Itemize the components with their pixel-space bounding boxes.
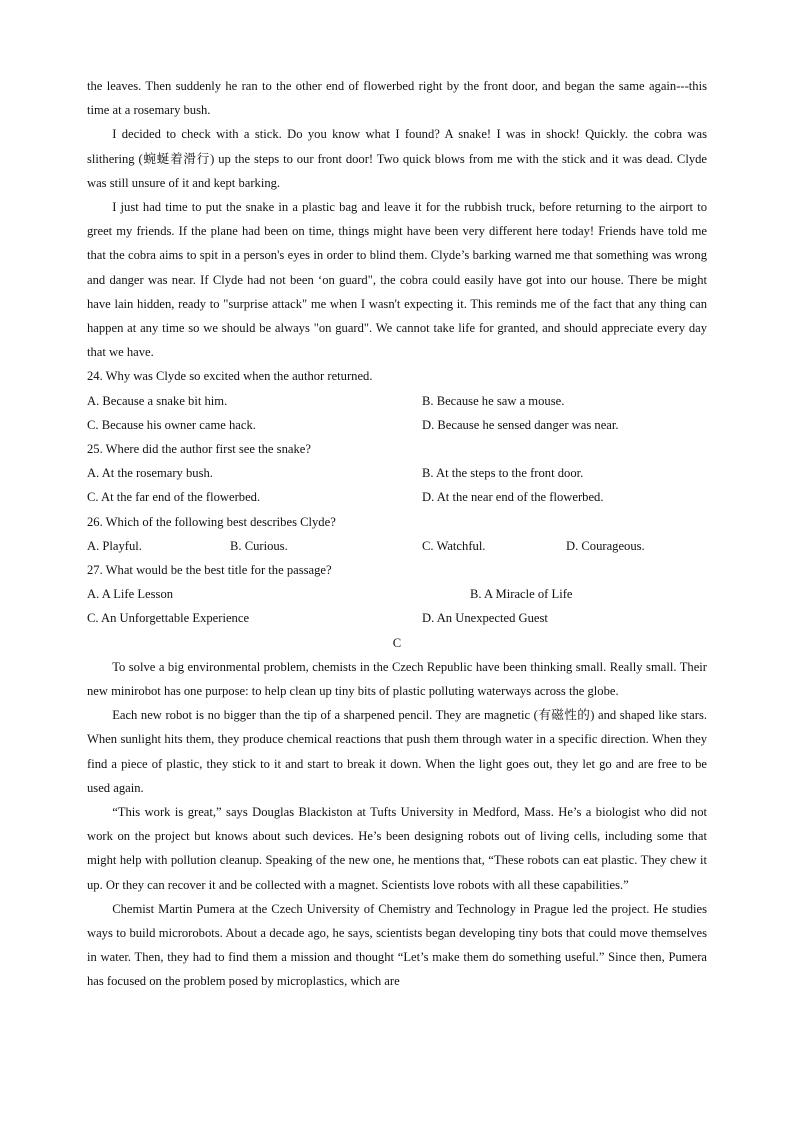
option: B. Because he saw a mouse. xyxy=(422,393,565,408)
option-row xyxy=(87,413,707,437)
option: C. An Unforgettable Experience xyxy=(87,611,250,626)
option: D. An Unexpected Guest xyxy=(422,611,548,626)
option-row xyxy=(87,606,707,630)
option: D. Because he sensed danger was near. xyxy=(422,417,619,432)
option: C. Because his owner came hack. xyxy=(87,417,256,432)
option: B. A Miracle of Life xyxy=(470,587,573,602)
option-row xyxy=(87,389,707,413)
option-row xyxy=(87,485,707,509)
option: C. At the far end of the flowerbed. xyxy=(87,490,261,505)
passage-paragraph: I decided to check with a stick. Do you know what I found? A snake! I was in shock! Quickly. the cobra was slithering (蜿蜒着滑行) up the steps to our front door! Two quick blows from me with the stick and it was dead. Clyde was still unsure of it and kept barking. xyxy=(87,127,707,190)
option: D. At the near end of the flowerbed. xyxy=(422,490,604,505)
option: A. A Life Lesson xyxy=(87,587,174,602)
passage-paragraph: I just had time to put the snake in a plastic bag and leave it for the rubbish truck, before returning to the airport to greet my friends. If the plane had been on time, things might have been very different here today! Friends have told me that the cobra aims to spit in a person's eyes in order to blind them. Clyde’s barking warned me that something was wrong and danger was near. If Clyde had not been ‘on guard", the cobra could easily have got into our house. There be might have lain hidden, ready to "surprise attack" me when I wasn't expecting it. This reminds me of the fact that any thing can happen at any time so we should be always "on guard". We cannot take life for granted, and should appreciate every day that we have. xyxy=(87,200,707,360)
option: A. At the rosemary bush. xyxy=(87,466,213,481)
option: A. Because a snake bit him. xyxy=(87,393,228,408)
option: D. Courageous. xyxy=(566,538,645,553)
passage-paragraph: Each new robot is no bigger than the tip of a sharpened pencil. They are magnetic (有磁性的) and shaped like stars. When sunlight hits them, they produce chemical reactions that push them through water in a specific direction. When they find a piece of plastic, they stick to it and start to break it down. When the light goes out, they let go and are free to be used again. xyxy=(87,708,707,795)
option: A. Playful. xyxy=(87,538,142,553)
option: B. Curious. xyxy=(230,538,288,553)
option-row xyxy=(87,582,707,606)
passage-paragraph: “This work is great,” says Douglas Blackiston at Tufts University in Medford, Mass. He’s a biologist who did not work on the project but knows about such devices. He’s been designing robots out of living cells, including some that might help with pollution cleanup. Speaking of the new one, he mentions that, “These robots can eat plastic. They chew it up. Or they can recover it and be collected with a magnet. Scientists love robots with all these capabilities.” xyxy=(87,804,707,892)
passage-paragraph: the leaves. Then suddenly he ran to the other end of flowerbed right by the front door, and began the same again---this time at a rosemary bush. xyxy=(87,79,707,118)
question-stem: 26. Which of the following best describes Clyde? xyxy=(87,514,336,529)
option-row xyxy=(87,461,707,485)
option: C. Watchful. xyxy=(422,538,486,553)
option-row xyxy=(87,534,707,558)
section-heading: C xyxy=(392,635,402,650)
option: B. At the steps to the front door. xyxy=(422,466,584,481)
document-page xyxy=(87,74,707,994)
question-stem: 25. Where did the author first see the snake? xyxy=(87,442,311,457)
passage-paragraph: To solve a big environmental problem, chemists in the Czech Republic have been thinking small. Really small. Their new minirobot has one purpose: to help clean up tiny bits of plastic polluting waterways across the globe. xyxy=(87,659,707,698)
question-stem: 24. Why was Clyde so excited when the author returned. xyxy=(87,369,373,384)
question-stem: 27. What would be the best title for the passage? xyxy=(87,562,332,577)
passage-paragraph: Chemist Martin Pumera at the Czech University of Chemistry and Technology in Prague led the project. He studies ways to build microrobots. About a decade ago, he says, scientists began developing tiny bots that could move themselves in water. Then, they had to find them a mission and thought “Let’s make them do something useful.” Since then, Pumera has focused on the problem posed by microplastics, which are xyxy=(87,901,707,989)
